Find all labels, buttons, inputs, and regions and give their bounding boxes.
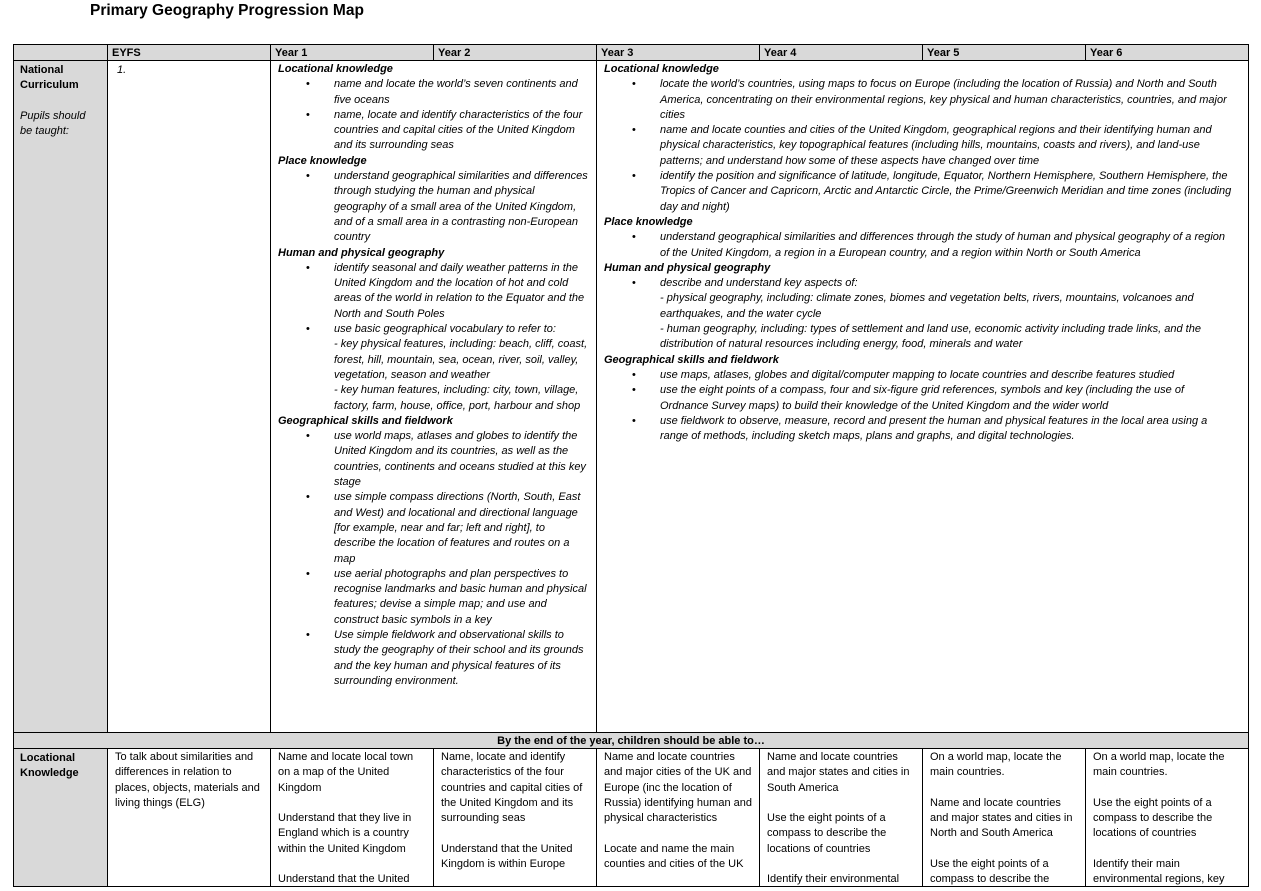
vocabulary-intro: • use basic geographical vocabulary to refer to: — [334, 323, 556, 336]
ks1-place-heading: Place knowledge — [278, 154, 367, 167]
lk-eyfs-text: To talk about similarities and differences in relation to places, objects, materials and living things (ELG) — [115, 751, 260, 809]
national-curriculum-label: National Curriculum — [20, 64, 79, 92]
lk-year4-cell — [760, 749, 923, 887]
list-item: • use aerial photographs and plan perspectives to recognise landmarks and basic human and physical features; devise a simple map; and use and construct basic symbols in a key — [278, 567, 588, 628]
lk-year1-text: Understand that they live in England which is a country within the United Kingdom — [278, 812, 412, 855]
key-aspects-intro: • describe and understand key aspects of: — [660, 277, 858, 290]
section-banner — [14, 733, 1249, 749]
list-item: • understand geographical similarities and differences through the study of human and physical geography of a region of the United Kingdom, a region in a European country, and a region within North or South America — [604, 230, 1234, 261]
header-year1: Year 1 — [271, 45, 434, 61]
header-eyfs: EYFS — [108, 45, 271, 61]
lk-year6-text: Use the eight points of a compass to describe the locations of countries — [1093, 796, 1213, 840]
nc-eyfs-cell — [108, 61, 271, 733]
nc-ks1-cell — [271, 61, 597, 733]
list-item: • use the eight points of a compass, four and six-figure grid references, symbols and key (including the use of Ordnance Survey maps) to build their knowledge of the United Kingdom and the wider world — [604, 383, 1234, 414]
ks2-human-list — [604, 276, 1234, 352]
lk-year4-text: Name and locate countries and major states and cities in South America — [767, 751, 910, 794]
lk-year6-cell — [1086, 749, 1249, 887]
pupils-taught-label: Pupils should be taught: — [20, 109, 86, 137]
list-item: • name, locate and identify characteristics of the four countries and capital cities of the United Kingdom and its surrounding seas — [278, 108, 588, 154]
header-year3: Year 3 — [597, 45, 760, 61]
lk-year6-text: On a world map, locate the main countries. — [1093, 751, 1225, 779]
ks2-locational-list — [604, 77, 1234, 215]
list-item: • use world maps, atlases and globes to identify the United Kingdom and its countries, as well as the countries, continents and oceans studied at this key stage — [278, 429, 588, 490]
header-year2: Year 2 — [434, 45, 597, 61]
human-features-text: - key human features, including: city, town, village, factory, farm, house, office, port, harbour and shop — [334, 384, 581, 412]
lk-year1-text: Understand that the United — [278, 873, 410, 886]
lk-year5-text: Use the eight points of a compass to describe the — [930, 858, 1050, 886]
locational-knowledge-label-cell — [14, 749, 108, 887]
national-curriculum-label-cell — [14, 61, 108, 733]
lk-year3-text: Locate and name the main counties and cities of the UK — [604, 842, 744, 871]
list-item: • identify the position and significance of latitude, longitude, Equator, Northern Hemisphere, Southern Hemisphere, the Tropics of Cancer and Capricorn, Arctic and Antarctic Circle, the Prime/Greenwich Meridian and time zones (including day and night) — [604, 169, 1234, 215]
ks1-skills-list — [278, 429, 588, 689]
lk-year5-text: On a world map, locate the main countries. — [930, 751, 1062, 779]
ks2-locational-heading: Locational knowledge — [604, 63, 719, 75]
lk-year3-cell — [597, 749, 760, 887]
ks2-place-heading: Place knowledge — [604, 215, 693, 228]
list-item: • locate the world’s countries, using maps to focus on Europe (including the location of Russia) and North and South America, concentrating on their environmental regions, key physical and human characteristics, countries, and major cities — [604, 77, 1234, 123]
list-item: • use fieldwork to observe, measure, record and present the human and physical features in the local area using a range of methods, including sketch maps, plans and graphs, and digital technologies. — [604, 414, 1234, 445]
nc-ks2-cell — [597, 61, 1249, 733]
lk-year2-text: Name, locate and identify characteristics of the four countries and capital cities of the United Kingdom and its surrounding seas — [441, 751, 583, 825]
nc-eyfs-text: 1. — [117, 64, 127, 76]
list-item: • name and locate the world’s seven continents and five oceans — [278, 77, 588, 108]
locational-knowledge-label: Locational Knowledge — [20, 752, 79, 780]
human-geography-text: - human geography, including: types of settlement and land use, economic activity including trade links, and the distribution of natural resources including energy, food, minerals and water — [660, 323, 1201, 351]
list-item: • understand geographical similarities and differences through studying the human and physical geography of a small area of the United Kingdom, and of a small area in a contrasting non-European country — [278, 169, 588, 245]
ks1-locational-heading: Locational knowledge — [278, 63, 393, 75]
lk-year4-text: Use the eight points of a compass to describe the locations of countries — [767, 812, 887, 855]
ks1-human-list — [278, 261, 588, 414]
lk-year6-text: Identify their main environmental regions, key — [1093, 858, 1225, 886]
ks1-skills-heading: Geographical skills and fieldwork — [278, 414, 453, 427]
physical-features-text: - key physical features, including: beach, cliff, coast, forest, hill, mountain, sea, ocean, river, soil, valley, vegetation, season and weather — [334, 338, 588, 381]
ks2-place-list — [604, 230, 1234, 261]
list-item: • Use simple fieldwork and observational skills to study the geography of their school and its grounds and the key human and physical features of its surrounding environment. — [278, 628, 588, 689]
lk-year4-text: Identify their environmental — [767, 873, 900, 886]
lk-year3-text: Name and locate countries and major cities of the UK and Europe (inc the location of Russia) identifying human and physical characteristics — [604, 751, 752, 825]
lk-year2-text: Understand that the United Kingdom is within Europe — [441, 842, 573, 871]
list-item — [278, 322, 588, 414]
list-item: • identify seasonal and daily weather patterns in the United Kingdom and the location of hot and cold areas of the world in relation to the Equator and the North and South Poles — [278, 261, 588, 322]
header-year5: Year 5 — [923, 45, 1086, 61]
lk-eyfs-cell — [108, 749, 271, 887]
header-year4: Year 4 — [760, 45, 923, 61]
header-corner — [14, 45, 108, 61]
lk-year1-cell — [271, 749, 434, 887]
list-item: • use simple compass directions (North, South, East and West) and locational and directional language [for example, near and far; left and right], to describe the location of features and routes on a map — [278, 490, 588, 566]
lk-year2-cell — [434, 749, 597, 887]
ks2-skills-heading: Geographical skills and fieldwork — [604, 353, 779, 366]
document-title: Primary Geography Progression Map — [90, 2, 364, 19]
ks2-human-heading: Human and physical geography — [604, 261, 771, 274]
banner-text: By the end of the year, children should be able to… — [497, 735, 765, 747]
ks1-locational-list — [278, 77, 588, 153]
ks1-place-list — [278, 169, 588, 245]
list-item: • use maps, atlases, globes and digital/computer mapping to locate countries and describe features studied — [604, 368, 1234, 383]
header-year6: Year 6 — [1086, 45, 1249, 61]
lk-year5-text: Name and locate countries and major states and cities in North and South America — [930, 796, 1073, 840]
lk-year5-cell — [923, 749, 1086, 887]
ks2-skills-list — [604, 368, 1234, 444]
lk-year1-text: Name and locate local town on a map of the United Kingdom — [278, 751, 414, 794]
list-item: • name and locate counties and cities of the United Kingdom, geographical regions and their identifying human and physical characteristics, key topographical features (including hills, mountains, coasts and rivers), and land-use patterns; and understand how some of these aspects have changed over time — [604, 123, 1234, 169]
physical-geography-text: - physical geography, including: climate zones, biomes and vegetation belts, rivers, mountains, volcanoes and earthquakes, and the water cycle — [660, 292, 1194, 320]
list-item — [604, 276, 1234, 352]
ks1-human-heading: Human and physical geography — [278, 246, 445, 259]
